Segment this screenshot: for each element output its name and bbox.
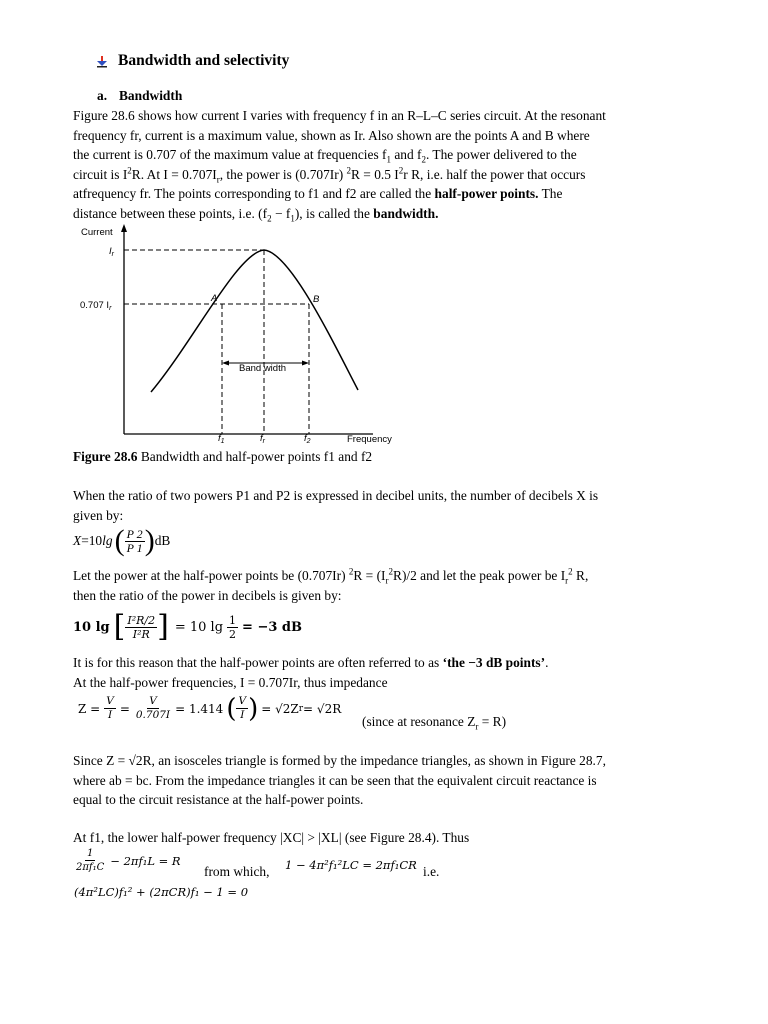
bandwidth-arrow-left-head <box>222 361 229 366</box>
text-line: then the ratio of the power in decibels is given by: <box>73 587 342 603</box>
y-axis-label: Current <box>81 227 113 238</box>
half-fraction: $\frac{1}{2}$ <box>229 613 237 641</box>
reactance-equation: $\frac{1}{\text{2πf₁C}}$ − 2πf₁L = R <box>76 848 181 873</box>
resonance-note: (since at resonance $Z_r = R$) <box>362 714 507 732</box>
lower-frequency-paragraph <box>73 828 703 848</box>
power-fraction: $\frac{\text{I²R/2}}{\text{I²R}}$ <box>127 613 156 641</box>
bandwidth-figure <box>73 222 413 447</box>
x-tick-f1: $f_1$ <box>218 433 225 445</box>
text-line: circuit is $I^2R$. At $I = 0.707I_r$, the power is (0.707Ir) $^2$R = 0.5 $I^2r$ R, i.e. half the power that occurs <box>73 165 586 185</box>
subsection-letter: a. <box>97 88 108 103</box>
quadratic-equation: (4π²LC)f₁² + (2πCR)f₁ − 1 = 0 <box>74 885 249 899</box>
minus-3db-equation: 10 lg [ $\frac{\text{I²R/2}}{\text{I²R}}$ ] = 10 lg $\frac{1}{2}$ = −3 dB <box>73 609 302 644</box>
text-line: It is for this reason that the half-power points are often referred to as ‘the −3 dB points’. <box>73 655 549 670</box>
text-line: distance between these points, i.e. $(f_2 - f_1)$, is called the bandwidth. <box>73 205 439 224</box>
x-tick-fr: $f_r$ <box>260 433 265 445</box>
bandwidth-label: Band width <box>239 363 287 374</box>
figure-caption: Figure 28.6 Bandwidth and half-power points f1 and f2 <box>73 449 373 464</box>
text-line: where ab = bc. From the impedance triangles it can be seen that the equivalent circuit reactance is <box>73 772 597 788</box>
isosceles-paragraph <box>73 751 703 810</box>
point-b-label: B <box>313 294 320 305</box>
arrow-bullet-icon <box>96 54 108 68</box>
text-line: When the ratio of two powers P1 and P2 is expressed in decibel units, the number of decibels X is <box>73 488 599 503</box>
decibel-paragraph <box>73 486 703 525</box>
text-line: Since Z = √2R, an isosceles triangle is formed by the impedance triangles, as shown in Figure 28.7, <box>73 753 606 768</box>
text-line: given by: <box>73 507 124 523</box>
y-axis-arrow <box>121 224 127 232</box>
subsection-heading <box>97 88 182 104</box>
y-tick-peak: $I_r$ <box>109 246 114 258</box>
from-which-text: from which, <box>204 864 270 879</box>
text-line: atfrequency fr. The points corresponding to f1 and f2 are called the half-power points. The <box>73 186 563 201</box>
x-tick-f2: $f_2$ <box>304 433 311 445</box>
minus-3db-paragraph <box>73 653 703 692</box>
text-line: equal to the circuit resistance at the half-power points. <box>73 792 364 807</box>
reactance-equation-2: 1 − 4π²f₁²LC = 2πf₁CR <box>285 858 417 872</box>
ie-text: i.e. <box>423 864 440 879</box>
point-a-label: A <box>211 293 218 304</box>
subsection-label: Bandwidth <box>119 88 183 103</box>
heading-text: Bandwidth and selectivity <box>118 52 290 69</box>
text-line: At the half-power frequencies, I = 0.707Ir, thus impedance <box>73 674 388 690</box>
text-line: the current is 0.707 of the maximum value at frequencies $f_1$ and $f_2$. The power delivered to the <box>73 147 577 165</box>
decibel-equation: X =10 lg ( $\frac{P 2}{P 1}$ ) dB <box>73 524 171 557</box>
section-heading <box>96 52 289 70</box>
y-tick-half-power: 0.707 $I_r$ <box>80 300 112 312</box>
text-line: At f1, the lower half-power frequency |XC| > |XL| (see Figure 28.4). Thus <box>73 830 470 845</box>
text-line: Figure 28.6 shows how current I varies with frequency f in an R–L–C series circuit. At the resonant <box>73 108 606 123</box>
text-line: Let the power at the half-power points be (0.707Ir) $^2R = (I_r^2R)/2$ and let the peak power be $I_r^2$ R, <box>73 566 589 586</box>
text-line: frequency fr, current is a maximum value, shown as Ir. Also shown are the points A and B where <box>73 127 590 143</box>
impedance-equation: Z = $\frac{V}{I}$ = $\frac{V}{0.707I}$ = 1.414 ( $\frac{V}{I}$ ) = √2Z r = √2R <box>78 693 342 724</box>
x-axis-label: Frequency <box>347 434 392 445</box>
half-power-paragraph <box>73 566 703 605</box>
power-ratio-fraction: $\frac{P 2}{P 1}$ <box>126 526 143 555</box>
intro-paragraph <box>73 106 703 223</box>
bandwidth-arrow-right-head <box>302 361 309 366</box>
